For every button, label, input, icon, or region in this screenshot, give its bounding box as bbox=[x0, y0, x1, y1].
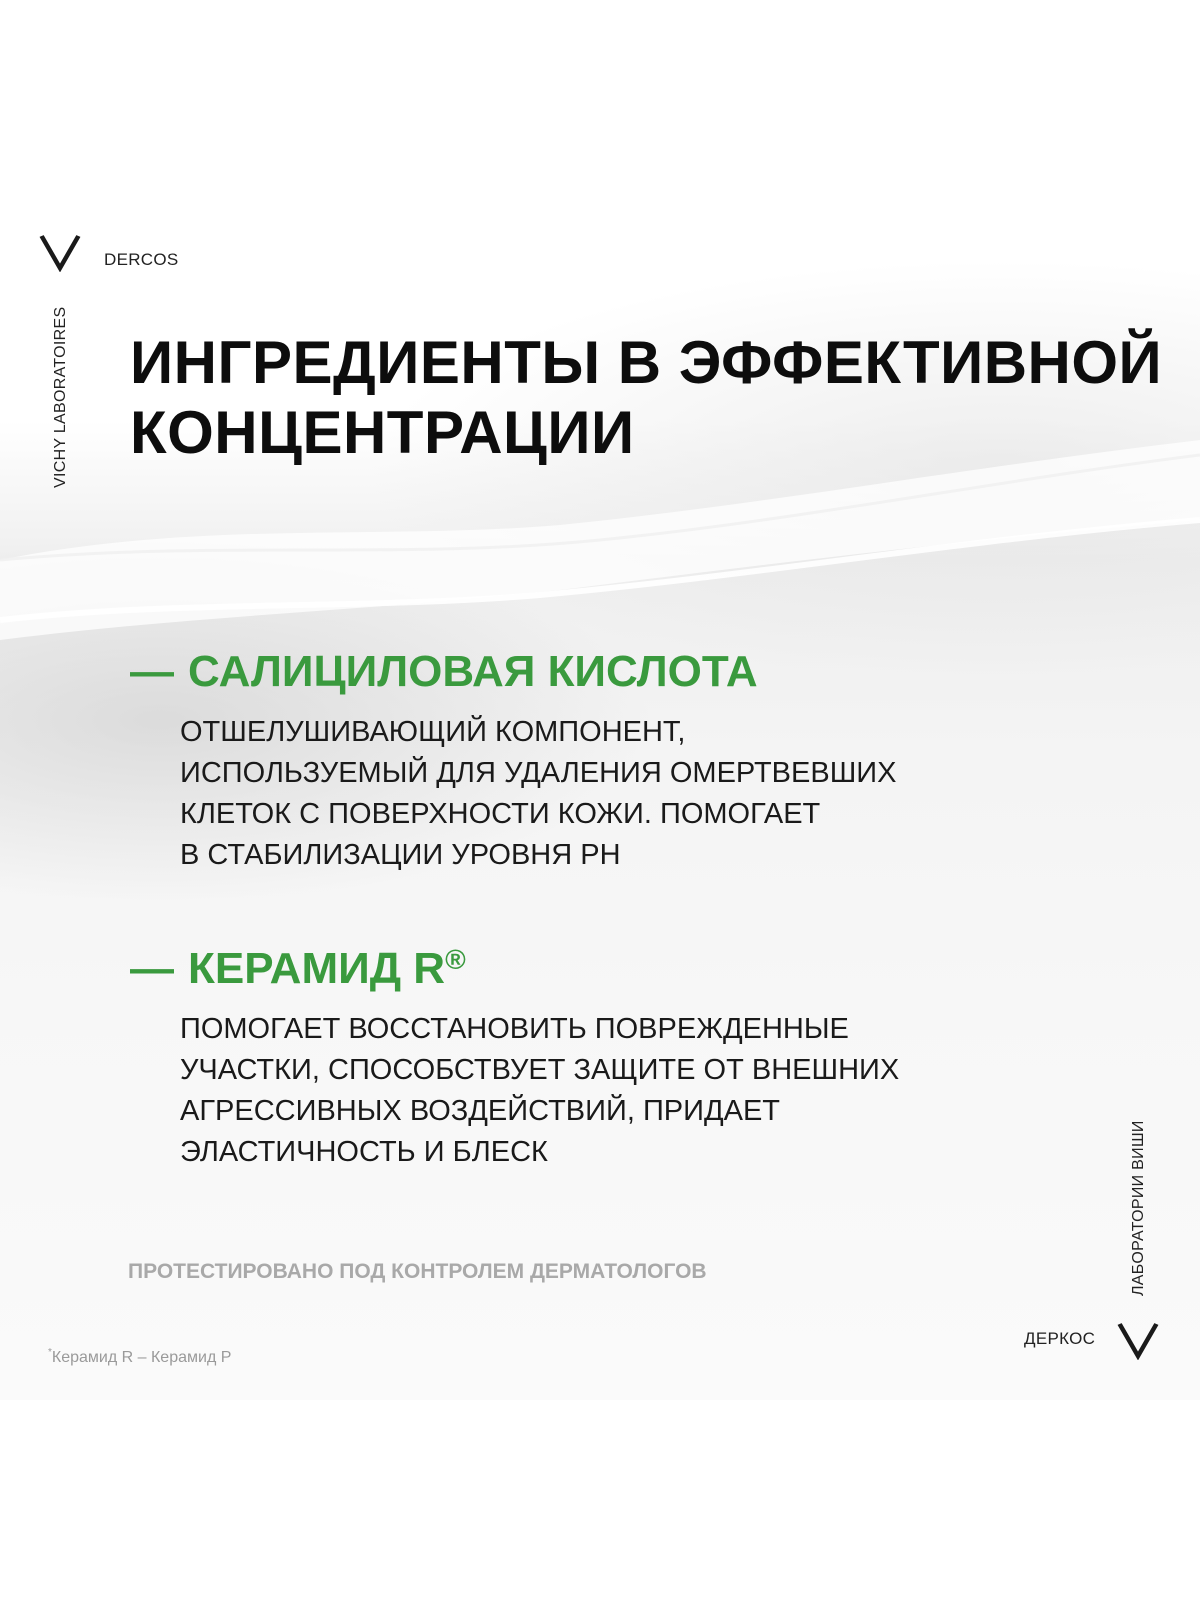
description-line: ПОМОГАЕТ ВОССТАНОВИТЬ ПОВРЕЖДЕННЫЕ bbox=[180, 1013, 849, 1045]
brand-label-top: DERCOS bbox=[104, 250, 179, 269]
ingredient-dash: — bbox=[130, 647, 174, 696]
ingredient-heading bbox=[130, 646, 1130, 698]
ingredient-dash: — bbox=[130, 944, 174, 993]
ingredient-description bbox=[180, 1009, 1130, 1173]
registered-mark: ® bbox=[445, 944, 466, 975]
ingredient-description bbox=[180, 712, 1130, 876]
title-line-2: КОНЦЕНТРАЦИИ bbox=[130, 399, 635, 466]
description-line: ОТШЕЛУШИВАЮЩИЙ КОМПОНЕНТ, bbox=[180, 716, 686, 748]
ingredient-name: КЕРАМИД R bbox=[188, 944, 446, 993]
footnote bbox=[48, 1347, 231, 1367]
footnote-text: Керамид R – Керамид Р bbox=[51, 1349, 232, 1366]
vertical-brand-left: VICHY LABORATOIRES bbox=[52, 306, 69, 488]
vertical-brand-right: ЛАБОРАТОРИИ ВИШИ bbox=[1130, 1120, 1147, 1296]
ingredient-block bbox=[130, 934, 1130, 1173]
page-title bbox=[130, 328, 1163, 468]
description-line: ЭЛАСТИЧНОСТЬ И БЛЕСК bbox=[180, 1136, 548, 1168]
ingredient-heading bbox=[130, 934, 1130, 995]
ingredient-name: САЛИЦИЛОВАЯ КИСЛОТА bbox=[188, 647, 758, 696]
vichy-logo-bottom bbox=[1117, 1320, 1158, 1370]
vichy-logo-top bbox=[39, 232, 80, 282]
description-line: КЛЕТОК С ПОВЕРХНОСТИ КОЖИ. ПОМОГАЕТ bbox=[180, 798, 821, 830]
footnote-asterisk: * bbox=[48, 1347, 52, 1358]
brand-label-bottom: ДЕРКОС bbox=[1024, 1329, 1096, 1348]
description-line: УЧАСТКИ, СПОСОБСТВУЕТ ЗАЩИТЕ ОТ ВНЕШНИХ bbox=[180, 1054, 900, 1086]
dermatologist-tested-note: ПРОТЕСТИРОВАНО ПОД КОНТРОЛЕМ ДЕРМАТОЛОГОВ bbox=[128, 1260, 707, 1283]
ingredient-block bbox=[130, 646, 1130, 876]
description-line: АГРЕССИВНЫХ ВОЗДЕЙСТВИЙ, ПРИДАЕТ bbox=[180, 1095, 781, 1127]
description-line: В СТАБИЛИЗАЦИИ УРОВНЯ PH bbox=[180, 839, 621, 871]
description-line: ИСПОЛЬЗУЕМЫЙ ДЛЯ УДАЛЕНИЯ ОМЕРТВЕВШИХ bbox=[180, 757, 897, 789]
title-line-1: ИНГРЕДИЕНТЫ В ЭФФЕКТИВНОЙ bbox=[130, 329, 1163, 396]
